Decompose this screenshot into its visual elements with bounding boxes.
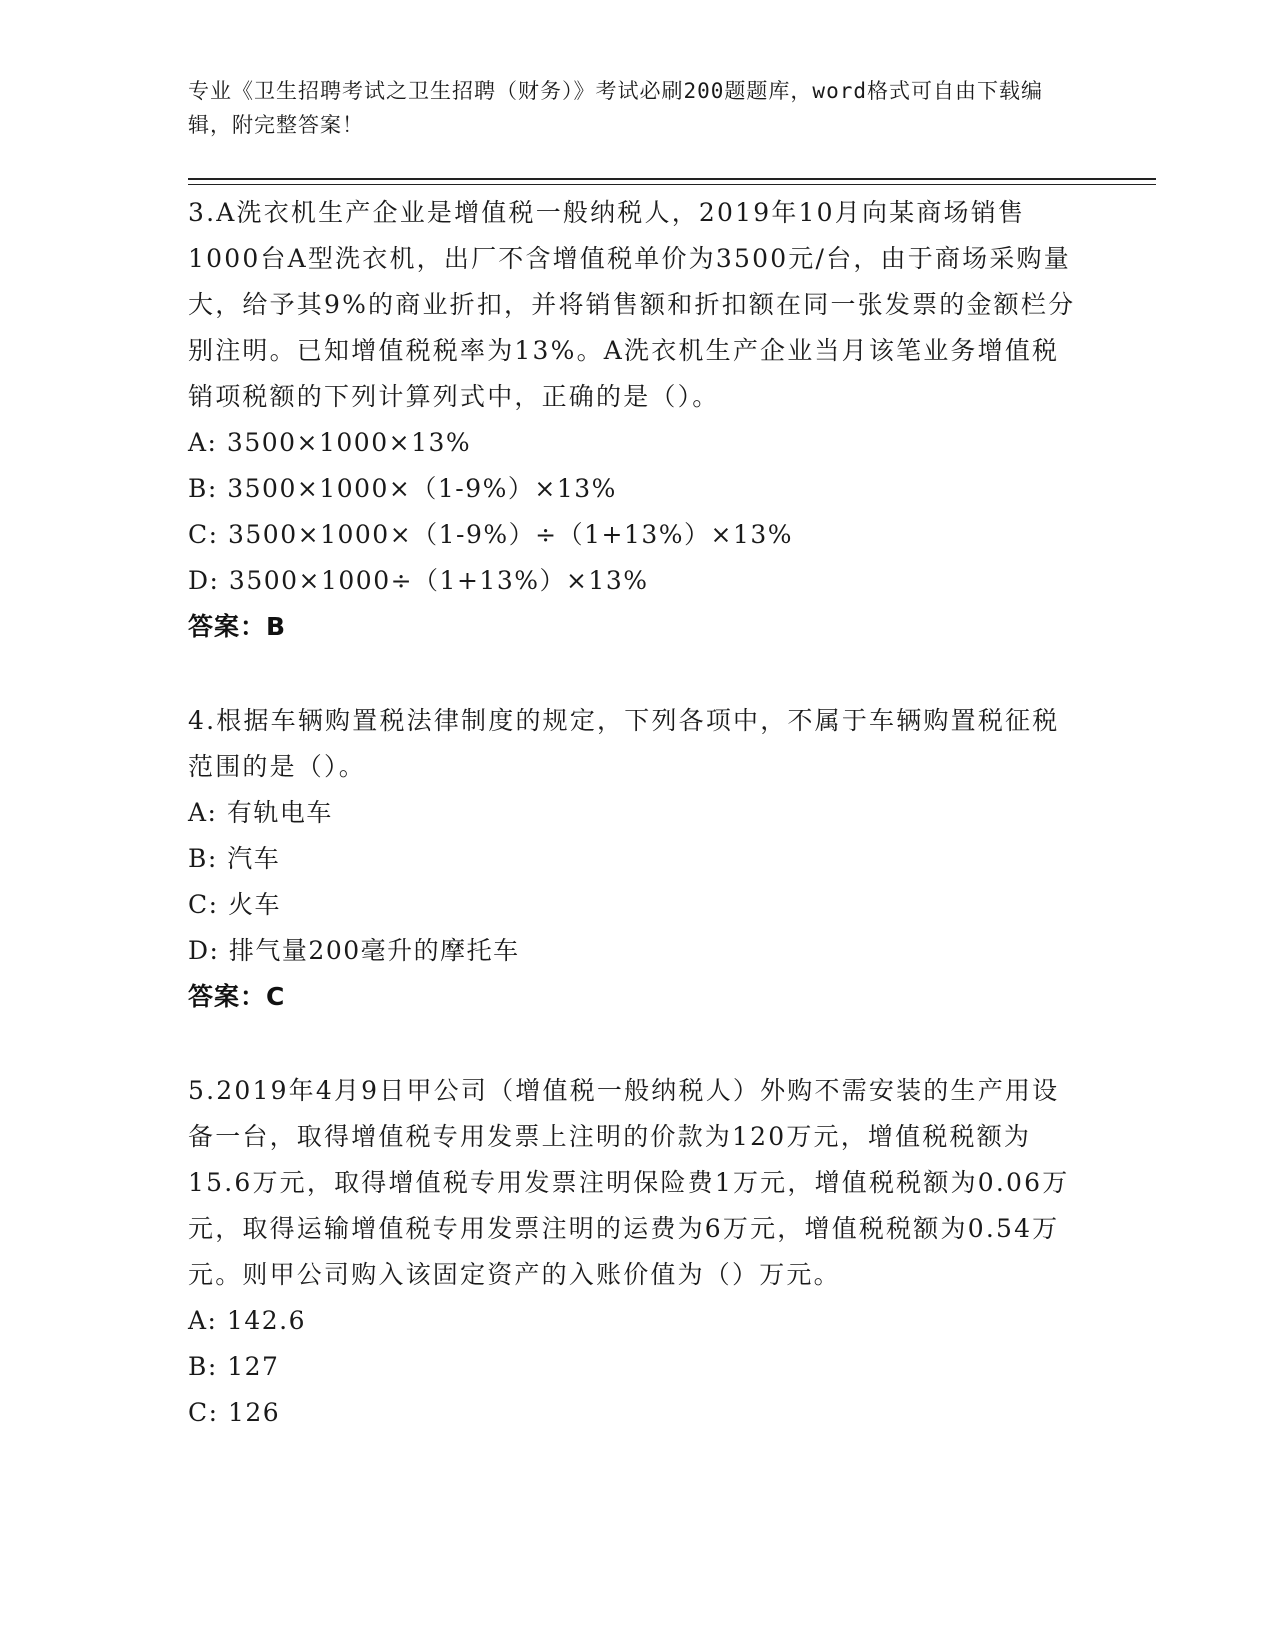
option-c: C: 3500×1000×（1-9%）÷（1+13%）×13% xyxy=(188,520,794,549)
option-a: A: 3500×1000×13% xyxy=(188,428,472,457)
option-c: C: 火车 xyxy=(188,890,281,919)
question-5 xyxy=(188,1068,1078,1436)
option-c: C: 126 xyxy=(188,1398,281,1427)
header-divider-thin xyxy=(188,184,1156,185)
answer-label: 答案：B xyxy=(188,612,287,641)
document-header-title: 专业《卫生招聘考试之卫生招聘（财务）》考试必刷200题题库，word格式可自由下载编辑，附完整答案！ xyxy=(188,79,1043,137)
option-d: D: 排气量200毫升的摩托车 xyxy=(188,936,520,965)
option-b: B: 3500×1000×（1-9%）×13% xyxy=(188,474,617,503)
answer-label: 答案：C xyxy=(188,982,286,1011)
question-list xyxy=(188,190,1078,1484)
question-stem: 3.A洗衣机生产企业是增值税一般纳税人，2019年10月向某商场销售1000台A型洗衣机，出厂不含增值税单价为3500元/台，由于商场采购量大，给予其9%的商业折扣，并将销售额和折扣额在同一张发票的金额栏分别注明。已知增值税税率为13%。A洗衣机生产企业当月该笔业务增值税销项税额的下列计算列式中，正确的是（）。 xyxy=(188,198,1076,411)
header-divider xyxy=(188,178,1156,180)
question-4 xyxy=(188,698,1078,1020)
option-d: D: 3500×1000÷（1+13%）×13% xyxy=(188,566,649,595)
option-b: B: 127 xyxy=(188,1352,280,1381)
option-a: A: 有轨电车 xyxy=(188,798,333,827)
question-3 xyxy=(188,190,1078,650)
option-a: A: 142.6 xyxy=(188,1306,306,1335)
question-stem: 4.根据车辆购置税法律制度的规定，下列各项中，不属于车辆购置税征税范围的是（）。 xyxy=(188,706,1060,781)
question-stem: 5.2019年4月9日甲公司（增值税一般纳税人）外购不需安装的生产用设备一台，取得增值税专用发票上注明的价款为120万元，增值税税额为15.6万元，取得增值税专用发票注明保险费1万元，增值税税额为0.06万元，取得运输增值税专用发票注明的运费为6万元，增值税税额为0.54万元。则甲公司购入该固定资产的入账价值为（）万元。 xyxy=(188,1076,1070,1289)
option-b: B: 汽车 xyxy=(188,844,281,873)
